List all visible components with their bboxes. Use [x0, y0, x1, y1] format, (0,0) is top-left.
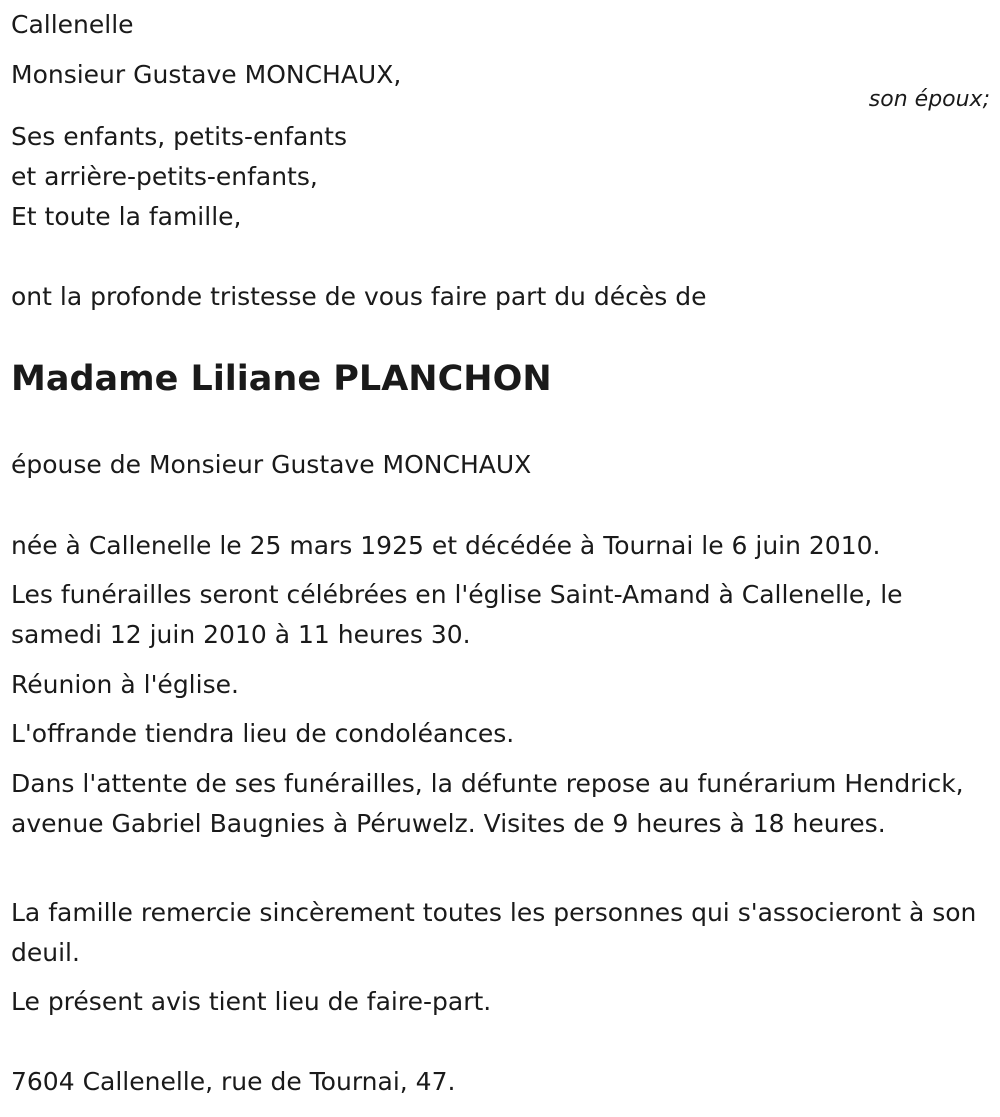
notice-text: Le présent avis tient lieu de faire-part.: [11, 987, 492, 1016]
funerarium-text: Dans l'attente de ses funérailles, la défunte repose au funérarium Hendrick, avenue Gabriel Baugnies à Péruwelz. Visites de 9 heures à 18 heures.: [11, 769, 964, 838]
address-text: 7604 Callenelle, rue de Tournai, 47.: [11, 1067, 456, 1096]
town-heading: Callenelle: [11, 10, 134, 39]
meeting-text: Réunion à l'église.: [11, 670, 239, 699]
husband-name: Monsieur Gustave MONCHAUX,: [11, 60, 402, 89]
husband-role: son époux;: [868, 87, 990, 112]
funeral-text: Les funérailles seront célébrées en l'église Saint-Amand à Callenelle, le samedi 12 juin 2010 à 11 heures 30.: [11, 580, 903, 649]
offering-text: L'offrande tiendra lieu de condoléances.: [11, 719, 515, 748]
family-line-all: Et toute la famille,: [11, 202, 242, 231]
announcement-text: ont la profonde tristesse de vous faire part du décès de: [11, 282, 707, 311]
family-line-children: Ses enfants, petits-enfants: [11, 122, 347, 151]
thanks-text: La famille remercie sincèrement toutes les personnes qui s'associeront à son deuil.: [11, 898, 977, 967]
birth-death-text: née à Callenelle le 25 mars 1925 et décédée à Tournai le 6 juin 2010.: [11, 531, 881, 560]
deceased-name: Madame Liliane PLANCHON: [11, 359, 552, 399]
spouse-line: épouse de Monsieur Gustave MONCHAUX: [11, 450, 532, 479]
family-line-great-grandchildren: et arrière-petits-enfants,: [11, 162, 318, 191]
